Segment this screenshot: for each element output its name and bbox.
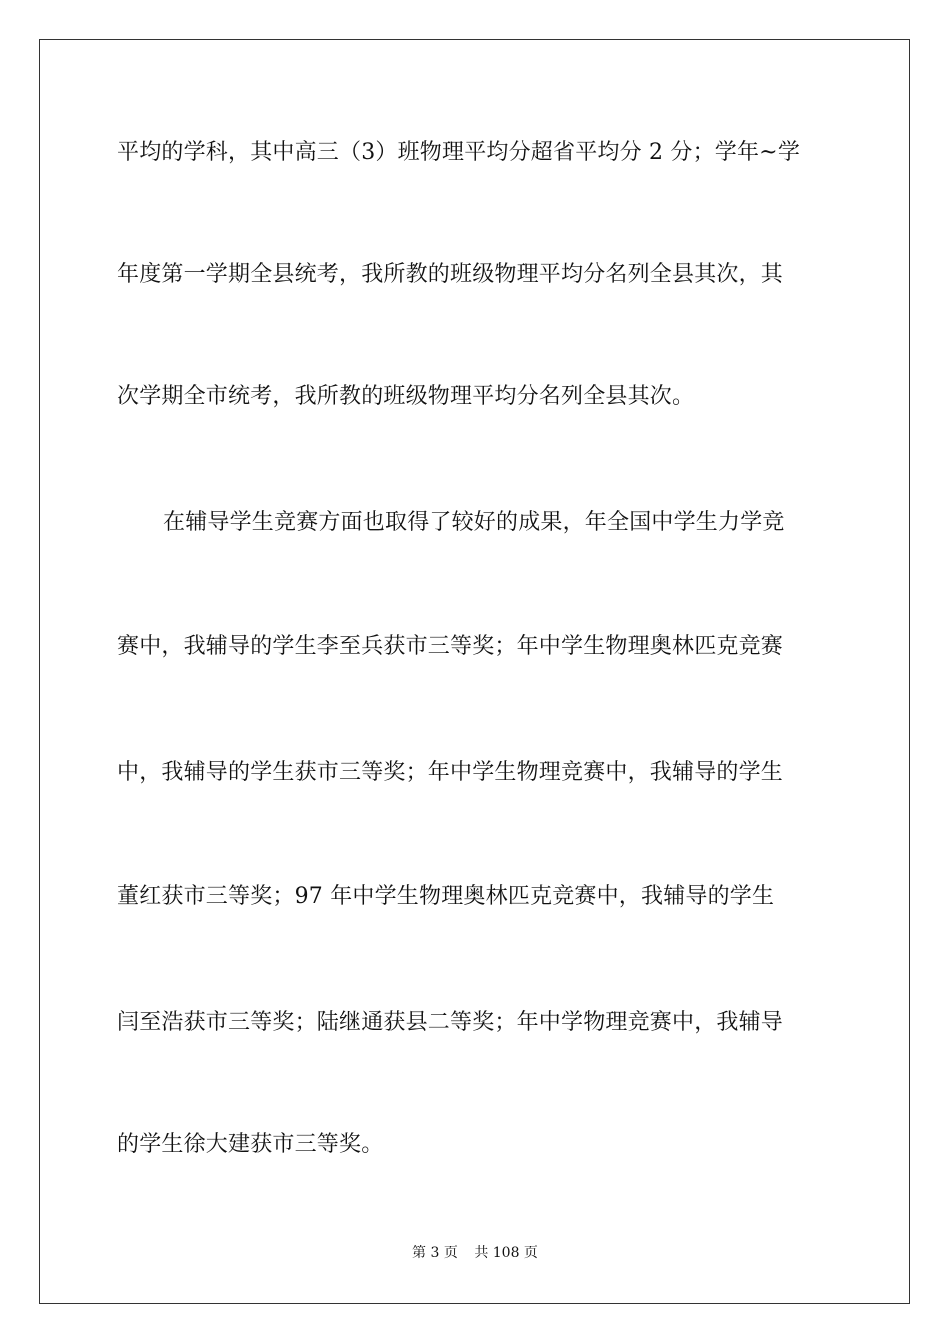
- text-line-4-paragraph-start: 在辅导学生竞赛方面也取得了较好的成果，年全国中学生力学竞: [163, 510, 785, 535]
- text-line-8: 闫至浩获市三等奖；陆继通获县二等奖；年中学物理竞赛中，我辅导: [117, 1010, 784, 1035]
- text-line-6: 中，我辅导的学生获市三等奖；年中学生物理竞赛中，我辅导的学生: [117, 760, 784, 785]
- page-total: 共 108 页: [474, 1245, 538, 1261]
- page-footer: [0, 1244, 950, 1262]
- text-line-2: 年度第一学期全县统考，我所教的班级物理平均分名列全县其次，其: [117, 262, 784, 287]
- text-line-3: 次学期全市统考，我所教的班级物理平均分名列全县其次。: [117, 384, 695, 409]
- text-line-1: 平均的学科，其中高三（3）班物理平均分超省平均分 2 分；学年~学: [117, 140, 801, 165]
- page-number: 第 3 页: [412, 1245, 458, 1261]
- text-line-9: 的学生徐大建获市三等奖。: [117, 1132, 384, 1157]
- page-border: [39, 39, 910, 1304]
- text-line-5: 赛中，我辅导的学生李至兵获市三等奖；年中学生物理奥林匹克竞赛: [117, 634, 784, 659]
- text-line-7: 董红获市三等奖；97 年中学生物理奥林匹克竞赛中，我辅导的学生: [117, 884, 775, 909]
